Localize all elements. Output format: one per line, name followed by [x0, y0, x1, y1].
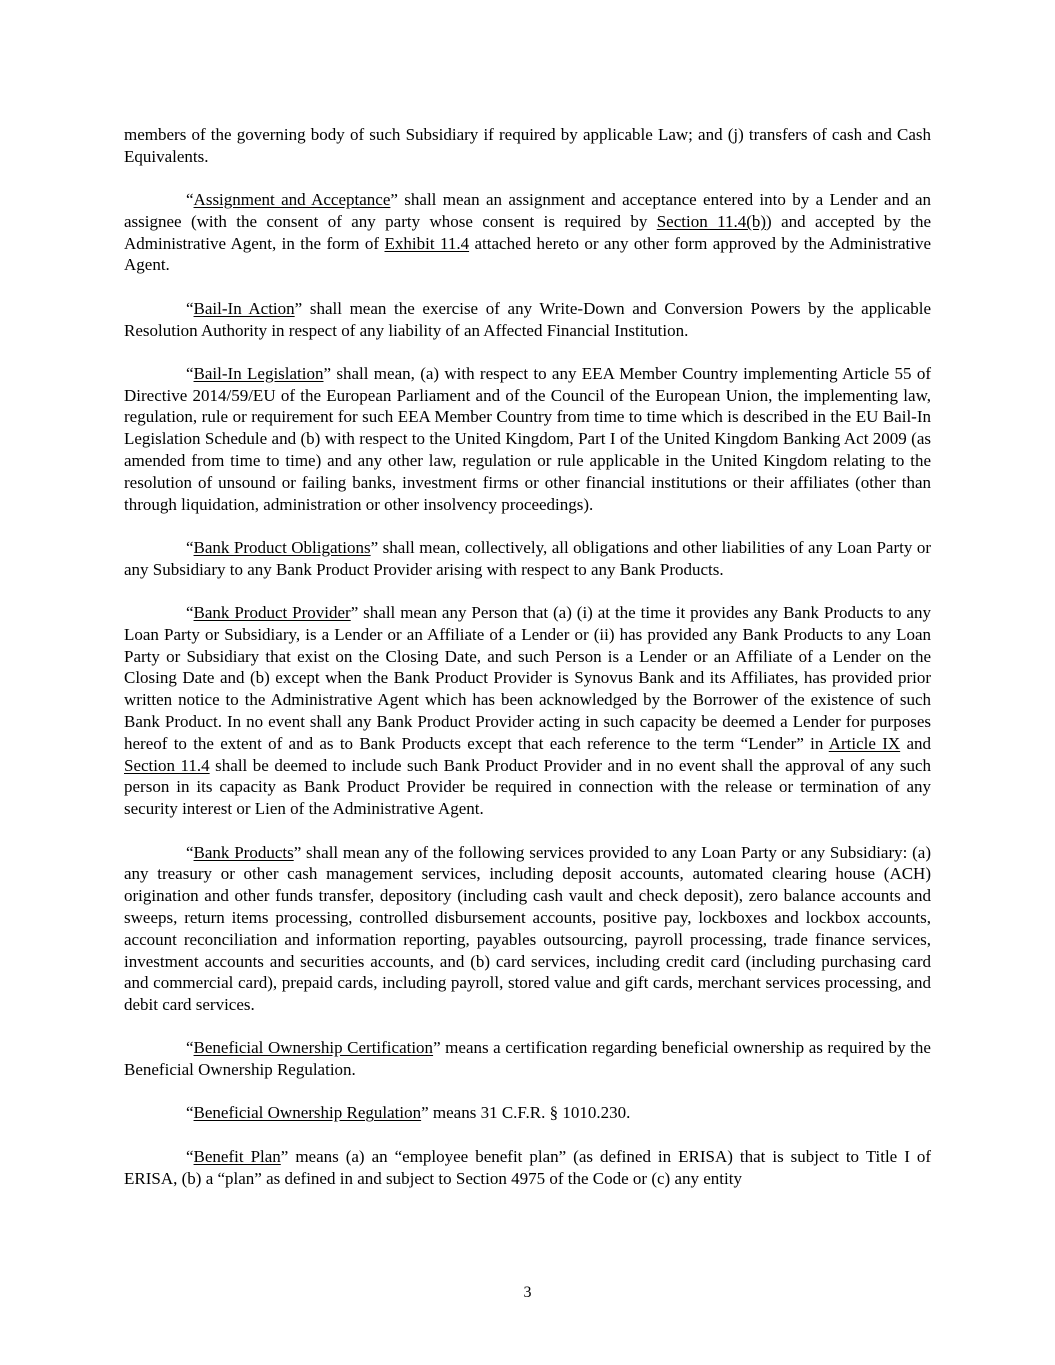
- definition-beneficial-ownership-regulation: “Beneficial Ownership Regulation” means 31 C.F.R. § 1010.230.: [186, 1103, 631, 1123]
- paragraph-continuation: members of the governing body of such Subsidiary if required by applicable Law; and (j) transfers of cash and Cash Equivalents.: [124, 125, 931, 166]
- defined-term: Beneficial Ownership Regulation: [193, 1103, 422, 1123]
- defined-term: Bail-In Legislation: [193, 363, 324, 383]
- definition-bank-products: “Bank Products” shall mean any of the following services provided to any Loan Party or any Subsidiary: (a) any treasury or other cash management services, including deposit accounts, automated clearing house (ACH) origination and other funds transfer, depository (including cash vault and check deposit), zero balance accounts and sweeps, return items processing, controlled disbursement accounts, positive pay, lockboxes and lockbox accounts, account reconciliation and information reporting, payables outsourcing, payroll processing, trade finance services, investment accounts and securities accounts, and (b) card services, including credit card (including purchasing card and commercial card), prepaid cards, including payroll, stored value and gift cards, merchant services processing, and debit card services.: [124, 842, 931, 1015]
- definition-beneficial-ownership-certification: “Beneficial Ownership Certification” means a certification regarding beneficial ownership as required by the Beneficial Ownership Regulation.: [124, 1038, 931, 1080]
- defined-term: Bank Product Obligations: [193, 537, 371, 557]
- document-body: [124, 124, 931, 1211]
- cross-reference: Section 11.4(b): [656, 211, 767, 231]
- cross-reference: Exhibit 11.4: [384, 233, 470, 253]
- defined-term: Beneficial Ownership Certification: [193, 1038, 434, 1058]
- definition-bail-in-action: “Bail-In Action” shall mean the exercise of any Write-Down and Conversion Powers by the applicable Resolution Authority in respect of any liability of an Affected Financial Institution.: [124, 298, 932, 340]
- defined-term: Bail-In Action: [193, 298, 295, 318]
- definition-bail-in-legislation: “Bail-In Legislation” shall mean, (a) with respect to any EEA Member Country implementing Article 55 of Directive 2014/59/EU of the European Parliament and of the Council of the European Union, the implementing law, regulation, rule or requirement for such EEA Member Country from time to time which is described in the EU Bail-In Legislation Schedule and (b) with respect to the United Kingdom, Part I of the United Kingdom Banking Act 2009 (as amended from time to time) and any other law, regulation or rule applicable in the United Kingdom relating to the resolution of unsound or failing banks, investment firms or other financial institutions or their affiliates (other than through liquidation, administration or other insolvency proceedings).: [124, 363, 931, 514]
- cross-reference: Section 11.4: [124, 755, 210, 775]
- definition-bank-product-obligations: “Bank Product Obligations” shall mean, collectively, all obligations and other liabilities of any Loan Party or any Subsidiary to any Bank Product Provider arising with respect to any Bank Products.: [124, 537, 931, 579]
- defined-term: Bank Products: [193, 842, 294, 862]
- definition-bank-product-provider: “Bank Product Provider” shall mean any Person that (a) (i) at the time it provides any Bank Products to any Loan Party or Subsidiary, is a Lender or an Affiliate of a Lender or (ii) has provided any Bank Products to any Loan Party or Subsidiary that exist on the Closing Date, and such Person is a Lender or an Affiliate of a Lender on the Closing Date and (b) except when the Bank Product Provider is Synovus Bank and its Affiliates, has provided prior written notice to the Administrative Agent which has been acknowledged by the Borrower of the existence of such Bank Product. In no event shall any Bank Product Provider acting in such capacity be deemed a Lender for purposes hereof to the extent of and as to Bank Products except that each reference to the term “Lender” in Article IX and Section 11.4 shall be deemed to include such Bank Product Provider and in no event shall the approval of any such person in its capacity as Bank Product Provider be required in connection with the release or termination of any security interest or Lien of the Administrative Agent.: [124, 603, 932, 819]
- defined-term: Assignment and Acceptance: [193, 190, 391, 210]
- defined-term: Bank Product Provider: [193, 603, 351, 623]
- definition-assignment-and-acceptance: “Assignment and Acceptance” shall mean an assignment and acceptance entered into by a Lender and an assignee (with the consent of any party whose consent is required by Section 11.4(b)) and accepted by the Administrative Agent, in the form of Exhibit 11.4 attached hereto or any other form approved by the Administrative Agent.: [124, 190, 931, 275]
- defined-term: Benefit Plan: [193, 1146, 281, 1166]
- definition-benefit-plan: “Benefit Plan” means (a) an “employee benefit plan” (as defined in ERISA) that is subject to Title I of ERISA, (b) a “plan” as defined in and subject to Section 4975 of the Code or (c) any entity: [124, 1146, 931, 1188]
- page-number: 3: [523, 1284, 532, 1301]
- cross-reference: Article IX: [828, 733, 901, 753]
